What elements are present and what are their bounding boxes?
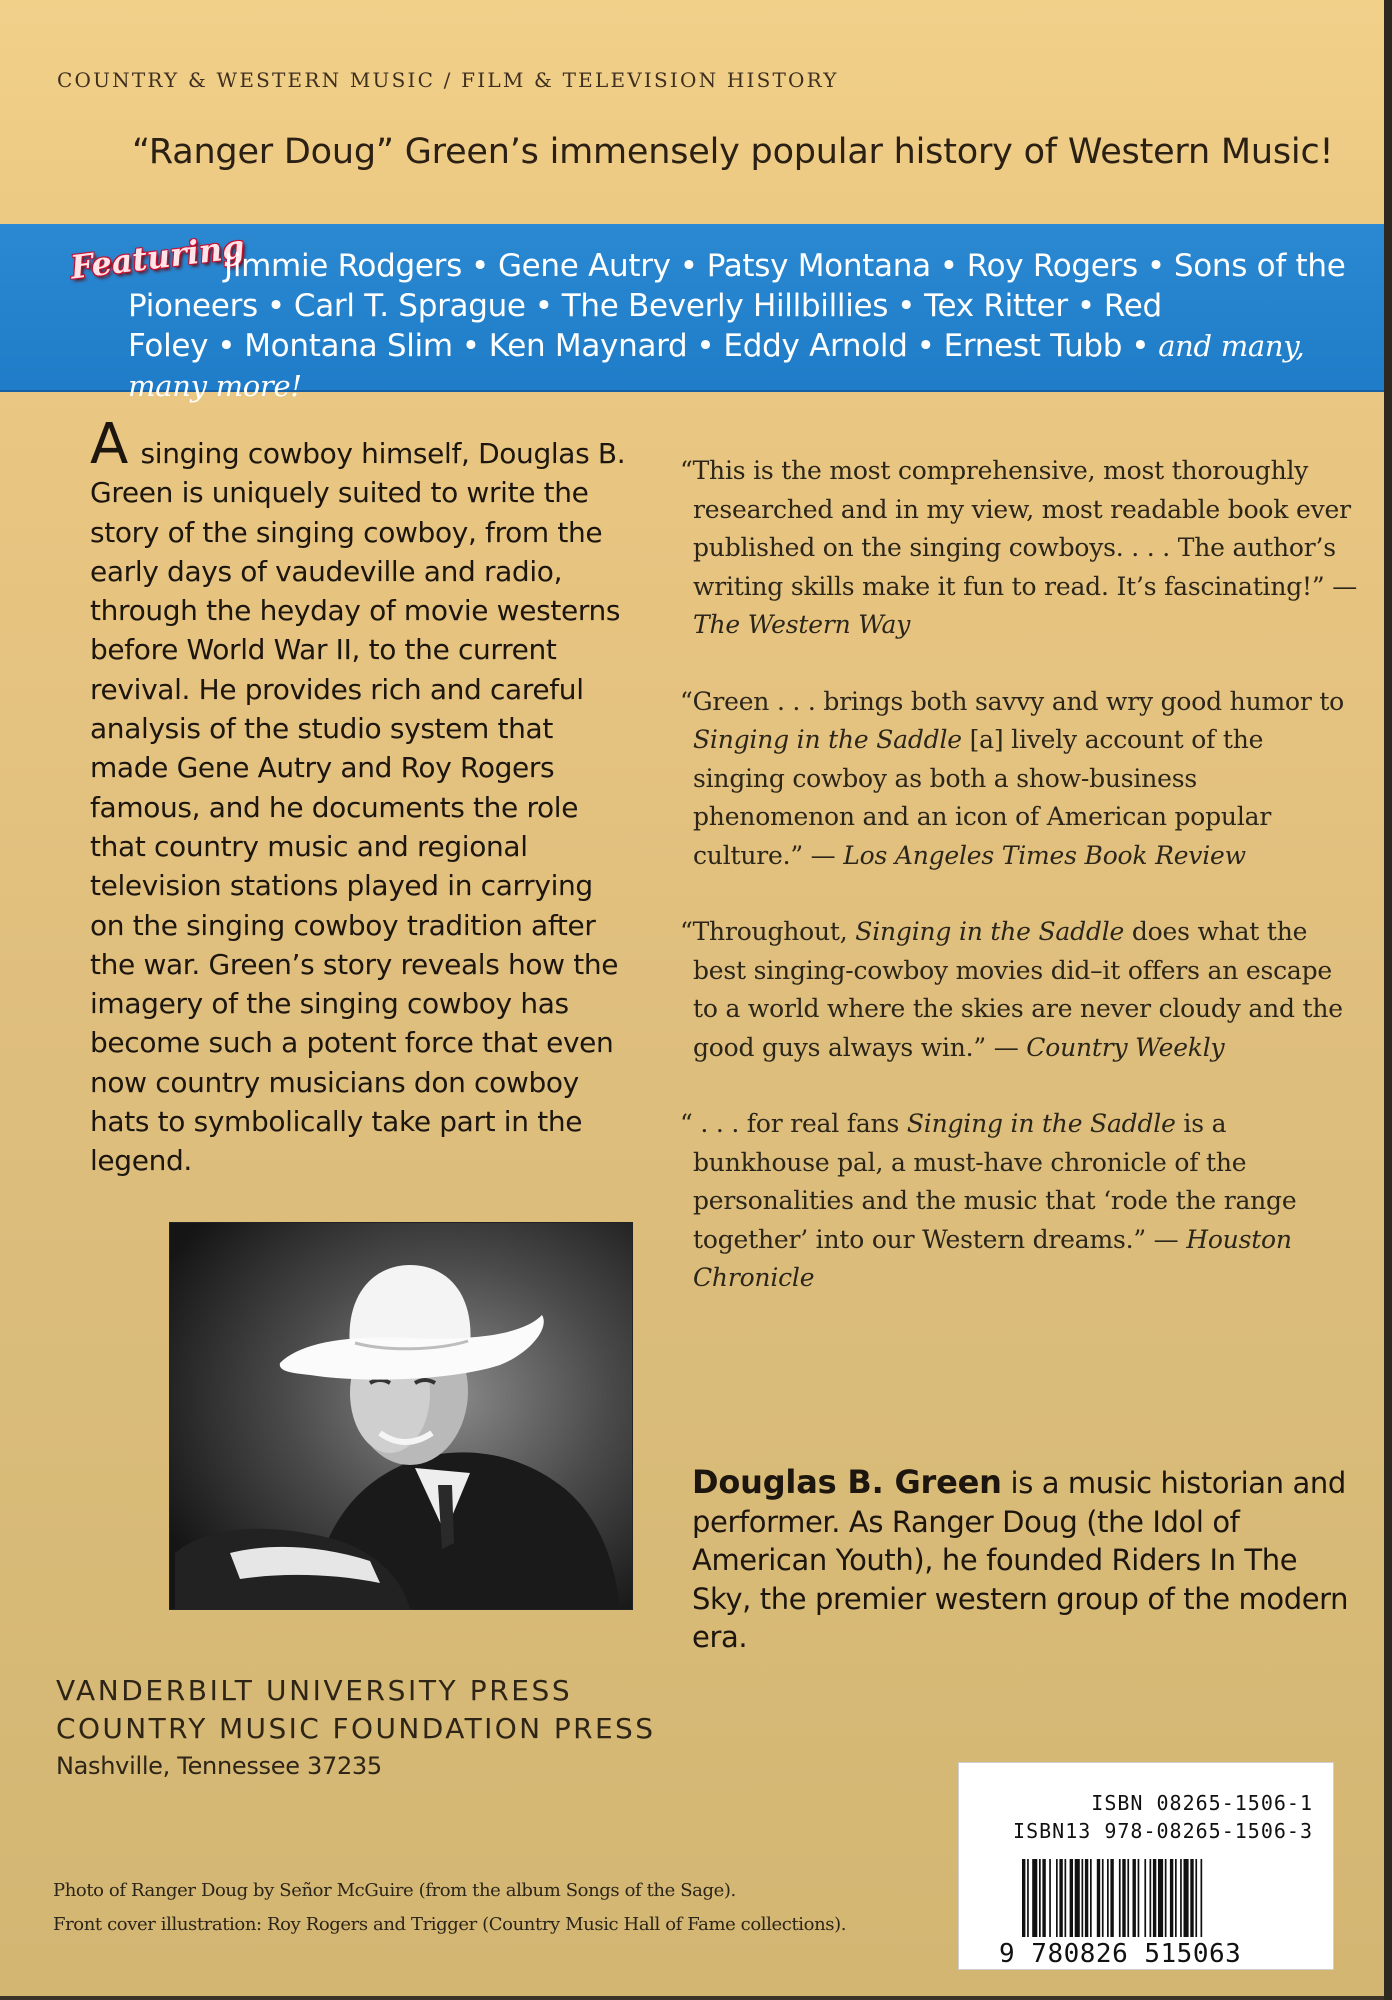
artist-name: Jimmie Rodgers xyxy=(224,248,462,284)
artist-name: Roy Rogers xyxy=(966,248,1138,284)
barcode-bar xyxy=(1102,1859,1104,1937)
book-title: Singing in the Saddle xyxy=(906,1109,1176,1138)
review-quote: “ . . . for real fans Singing in the Saddle is a bunkhouse pal, a must-have chronicle of the personalities and the music that ‘rode the range together’ into our Western dreams.” — Houston Chronicle xyxy=(680,1109,1297,1292)
featuring-logo: Featuring xyxy=(68,227,247,287)
barcode-bar xyxy=(1158,1859,1163,1937)
review-quotes xyxy=(680,452,1360,1336)
review-quote: “This is the most comprehensive, most thoroughly researched and in my view, most readable book ever published on the singing cowboys. . . . The author’s writing skills make it fun to read. It’s fascinating!” — The Western Way xyxy=(680,456,1358,639)
category-label: COUNTRY & WESTERN MUSIC / FILM & TELEVISION HISTORY xyxy=(57,68,839,92)
author-bio xyxy=(692,1463,1352,1657)
photo-credit: Photo of Ranger Doug by Señor McGuire (from the album Songs of the Sage). xyxy=(53,1880,736,1901)
review-source: Houston Chronicle xyxy=(693,1224,1292,1292)
barcode-bar xyxy=(1032,1859,1037,1937)
artist-name: Sons of the Pioneers xyxy=(128,248,1346,324)
barcode-label xyxy=(958,1762,1334,1970)
artist-name: Tex Ritter xyxy=(924,288,1068,324)
barcode-bar xyxy=(1059,1859,1062,1937)
tagline: “Ranger Doug” Green’s immensely popular history of Western Music! xyxy=(132,132,1334,172)
barcode-bar xyxy=(1150,1859,1152,1937)
barcode-bar xyxy=(1165,1859,1167,1937)
barcode-bar xyxy=(1144,1859,1146,1937)
publisher-name: VANDERBILT UNIVERSITY PRESS xyxy=(56,1674,573,1707)
artist-name: Gene Autry xyxy=(497,248,671,284)
book-title: Singing in the Saddle xyxy=(855,917,1125,946)
artist-name: The Beverly Hillbillies xyxy=(561,288,889,324)
barcode-bar xyxy=(1133,1859,1136,1937)
author-name: Douglas B. Green xyxy=(692,1463,1002,1501)
isbn13: ISBN13 978-08265-1506-3 xyxy=(1013,1819,1313,1843)
artist-name: Ken Maynard xyxy=(488,328,688,364)
book-title: Singing in the Saddle xyxy=(693,725,962,754)
barcode-bar xyxy=(1027,1859,1029,1937)
artist-name: Carl T. Sprague xyxy=(293,288,526,324)
barcode-bar xyxy=(1127,1859,1129,1937)
author-photo xyxy=(170,1223,632,1609)
book-description xyxy=(90,412,635,1181)
barcode-bar xyxy=(1122,1859,1125,1937)
description-text: singing cowboy himself, Douglas B. Green is uniquely suited to write the story of the singing cowboy, from the early days of vaudeville and radio, through the heyday of movie westerns before World War II, to the current revival. He provides rich and careful analysis of the studio system that made Gene Autry and Roy Rogers famous, and he documents the role that country music and regional television stations played in carrying on the singing cowboy tradition after the war. Green’s story reveals how the imagery of the singing cowboy has become such a potent force that even now country musicians don cowboy hats to symbolically take part in the legend. xyxy=(90,437,626,1178)
barcode-bar xyxy=(1184,1859,1189,1937)
barcode-bar xyxy=(1065,1859,1067,1937)
barcode-bar xyxy=(1049,1859,1051,1937)
review-source: The Western Way xyxy=(693,610,911,639)
barcode-number: 9 780826 515063 xyxy=(999,1939,1242,1969)
credits xyxy=(53,1874,913,1942)
cover-edge xyxy=(1384,0,1392,2000)
barcode-bar xyxy=(1082,1859,1084,1937)
cover-credit: Front cover illustration: Roy Rogers and Trigger (Country Music Hall of Fame collections). xyxy=(53,1914,847,1935)
review-source: Country Weekly xyxy=(1026,1032,1225,1062)
barcode-bar xyxy=(1190,1859,1193,1937)
barcode-bar xyxy=(1153,1859,1156,1937)
barcode-bar xyxy=(1075,1859,1080,1937)
barcode-bar xyxy=(1107,1859,1109,1937)
barcode-bar xyxy=(1022,1859,1025,1937)
barcode-icon xyxy=(1022,1859,1282,1937)
publisher-address: Nashville, Tennessee 37235 xyxy=(56,1752,382,1780)
barcode-bar xyxy=(1056,1859,1058,1937)
review-source: Los Angeles Times Book Review xyxy=(843,840,1246,870)
barcode-bar xyxy=(1180,1859,1182,1937)
barcode-bar xyxy=(1042,1859,1045,1937)
and-more-text: and many, many more! xyxy=(128,329,1305,403)
barcode-bar xyxy=(1097,1859,1100,1937)
barcode-bar xyxy=(1085,1859,1088,1937)
drop-cap: A xyxy=(90,412,128,477)
barcode-bar xyxy=(1110,1859,1113,1937)
isbn10: ISBN 08265-1506-1 xyxy=(1091,1791,1313,1815)
artist-name: Montana Slim xyxy=(244,328,453,364)
barcode-bar xyxy=(1039,1859,1041,1937)
publisher xyxy=(56,1672,756,1748)
barcode-bar xyxy=(1138,1859,1140,1937)
publisher-name: COUNTRY MUSIC FOUNDATION PRESS xyxy=(56,1712,656,1745)
artist-name: Patsy Montana xyxy=(706,248,931,284)
artist-name: Red Foley xyxy=(128,288,1162,364)
cowboy-portrait-icon xyxy=(170,1223,632,1609)
artist-list: Jimmie Rodgers • Gene Autry • Patsy Montana • Roy Rogers • Sons of the Pioneers • Carl T. Sprague • The Beverly Hillbillies • Tex Ritter • Red Foley • Montana Slim • Ken Maynard • Eddy Arnold • Ernest Tubb • and many, many more! xyxy=(128,248,1346,403)
barcode-bar xyxy=(1090,1859,1092,1937)
barcode-bar xyxy=(1201,1859,1203,1937)
bio-text: is a music historian and performer. As Ranger Doug (the Idol of American Youth), he founded Riders In The Sky, the premier western group of the modern era. xyxy=(692,1466,1349,1654)
barcode-bar xyxy=(1195,1859,1197,1937)
barcode-bar xyxy=(1170,1859,1173,1937)
barcode-bar xyxy=(1070,1859,1073,1937)
artist-name: Ernest Tubb xyxy=(943,328,1123,364)
review-quote: “Throughout, Singing in the Saddle does what the best singing-cowboy movies did–it offers an escape to a world where the skies are never cloudy and the good guys always win.” — Country Weekly xyxy=(680,917,1343,1062)
barcode-bar xyxy=(1119,1859,1121,1937)
artist-name: Eddy Arnold xyxy=(723,328,908,364)
review-quote: “Green . . . brings both savvy and wry good humor to Singing in the Saddle [a] lively account of the singing cowboy as both a show-business phenomenon and an icon of American popular culture.” — Los Angeles Times Book Review xyxy=(680,686,1345,870)
barcode-bar xyxy=(1175,1859,1177,1937)
